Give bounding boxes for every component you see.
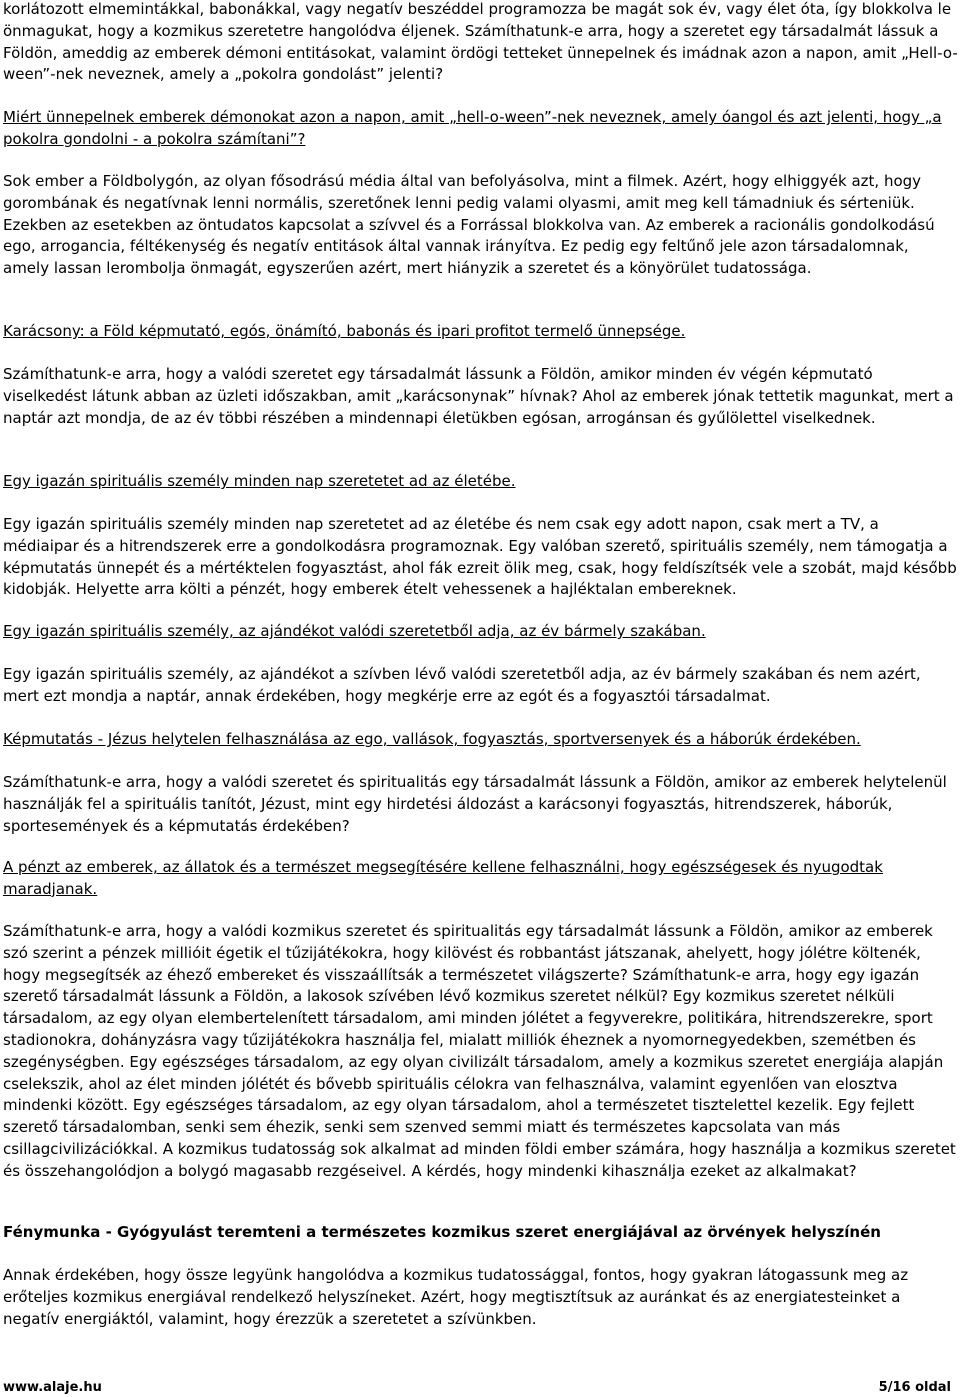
paragraph-hypocrisy: Számíthatunk-e arra, hogy a valódi szeretet és spiritualitás egy társadalmát lássunk a Földön, amikor az emberek helytelenül használják fel a spirituális tanítót, Jézust, mint egy hirdetési áldozást a karácsonyi fogyasztás, hitrendszerek, háborúk, sportesemények és a képmutatás érdekében? bbox=[3, 773, 947, 835]
paragraph-cosmic-society: Számíthatunk-e arra, hogy a valódi kozmikus szeretet és spiritualitás egy társadalmát lássunk a Földön, amikor az emberek szó szerint a pénzek millióit égetik el tűzijátékokra, hogy kilövést és robbantást játszanak, ahelyett, hogy jólétre költenék, hogy megsegítsék az éhező embereket és visszaállítsák a természetet világszerte? Számíthatunk-e arra, hogy egy igazán szerető társadalmát lássunk a Földön, a lakosok szívében lévő kozmikus szeretet nélkül? Egy kozmikus szeretet nélküli társadalom, az egy olyan elembertelenített társadalom, ami minden jólétet a fegyverekre, politikára, hitrendszerekre, sport stadionokra, dohányzásra vagy tűzijátékokra használja fel, mialatt milliók éheznek a nyomornegyedekben, szemétben és szegénységben. Egy egészséges társadalom, az egy olyan civilizált társadalom, amely a kozmikus szeretet energiája alapján cselekszik, ahol az élet minden jólétét és bővebb spirituális célokra van felhasználva, valamint egyenlően van elosztva mindenki között. Egy egészséges társadalom, az egy olyan társadalom, ahol a természetet tisztelettel kezelik. Egy fejlett szerető társadalomban, senki sem éhezik, senki sem szenved semmi miatt és természetes kapcsolata van más csillagcivilizációkkal. A kozmikus tudatosság sok alkalmat ad minden földi ember számára, hogy használja a kozmikus szeretet és összehangolódjon a bolygó magasabb rezgéseivel. A kérdés, hogy mindenki kihasználja ezeket az alkalmakat? bbox=[3, 922, 956, 1180]
heading-gift-from-love: Egy igazán spirituális személy, az ajándékot valódi szeretetből adja, az év bármely szakában. bbox=[3, 622, 706, 640]
heading-spiritual-person-daily: Egy igazán spirituális személy minden nap szeretetet ad az életébe. bbox=[3, 472, 516, 490]
paragraph-spiritual-person-daily: Egy igazán spirituális személy minden nap szeretetet ad az életébe és nem csak egy adott napon, csak mert a TV, a médiaipar és a hitrendszerek erre a gondolkodásra programoznak. Egy valóban szerető, spirituális személy, nem támogatja a képmutatás ünnepét és a mértéktelen fogyasztást, ahol fák ezreit ölik meg, csak, hogy feldíszítsék vele a szobát, majd később kidobják. Helyette arra költi a pénzét, hogy emberek ételt vehessenek a hajléktalan embereknek. bbox=[3, 515, 957, 599]
paragraph-christmas: Számíthatunk-e arra, hogy a valódi szeretet egy társadalmát lássunk a Földön, amikor minden év végén képmutató viselkedést látunk abban az üzleti időszakban, amit „karácsonynak” hívnak? Ahol az emberek jónak tettetik magunkat, mert a naptár azt mondja, de az év többi részében a mindennapi életükben egósan, arrogánsan és gyűlölettel viselkednek. bbox=[3, 365, 954, 427]
footer-site-link[interactable]: www.alaje.hu bbox=[3, 1380, 102, 1395]
paragraph-media-influence: Sok ember a Földbolygón, az olyan fősodrású média által van befolyásolva, mint a filmek. Azért, hogy elhiggyék azt, hogy gorombának és negatívnak lenni normális, szeretőnek lenni pedig valami olyasmi, amit meg kell támadniuk és sérteniük. Ezekben az esetekben az öntudatos kapcsolat a szívvel és a Forrással blokkolva van. Az emberek a racionális gondolkodású ego, arrogancia, féltékenység és negatív entitások által vannak irányítva. Ez pedig egy feltűnő jele azon társadalomnak, amely lassan lerombolja önmagát, egyszerűen azért, mert hiányzik a szeretet és a könyörület tudatossága. bbox=[3, 172, 935, 278]
heading-hypocrisy: Képmutatás - Jézus helytelen felhasználása az ego, vallások, fogyasztás, sportversenyek és a háborúk érdekében. bbox=[3, 730, 861, 748]
paragraph-lightwork: Annak érdekében, hogy össze legyünk hangolódva a kozmikus tudatossággal, fontos, hogy gyakran látogassunk meg az erőteljes kozmikus energiával rendelkező helyszíneket. Azért, hogy megtisztítsuk az auránkat és az energiatesteinket a negatív energiáktól, valamint, hogy érezzük a szeretetet a szívünkben. bbox=[3, 1266, 909, 1328]
heading-christmas: Karácsony: a Föld képmutató, egós, önámító, babonás és ipari profitot termelő ünnepsége. bbox=[3, 322, 686, 340]
heading-money-use: A pénzt az emberek, az állatok és a természet megsegítésére kellene felhasználni, hogy egészségesek és nyugodtak maradjanak. bbox=[3, 858, 883, 898]
paragraph-gift-from-love: Egy igazán spirituális személy, az ajándékot a szívben lévő valódi szeretetből adja, az év bármely szakában és nem azért, mert ezt mondja a naptár, annak érdekében, hogy megkérje erre az egót és a fogyasztói társadalmat. bbox=[3, 665, 921, 705]
footer-page-number: 5/16 oldal bbox=[878, 1380, 951, 1395]
paragraph-hell-o-ween-question: Miért ünnepelnek emberek démonokat azon a napon, amit „hell-o-ween”-nek neveznek, amely óangol és azt jelenti, hogy „a pokolra gondolni - a pokolra számítani”? bbox=[3, 108, 942, 148]
heading-lightwork: Fénymunka - Gyógyulást teremteni a természetes kozmikus szeret energiájával az örvények helyszínén bbox=[3, 1223, 881, 1241]
paragraph-intro: korlátozott elmemintákkal, babonákkal, vagy negatív beszéddel programozza be magát sok év, vagy élet óta, így blokkolva le önmagukat, hogy a kozmikus szeretetre hangolódva éljenek. Számíthatunk-e arra, hogy a szeretet egy társadalmát lássuk a Földön, ameddig az emberek démoni entitásokat, valamint ördögi tetteket ünnepelnek és imádnak azon a napon, amit „Hell-o-ween”-nek neveznek, amely a „pokolra gondolást” jelenti? bbox=[3, 0, 958, 84]
